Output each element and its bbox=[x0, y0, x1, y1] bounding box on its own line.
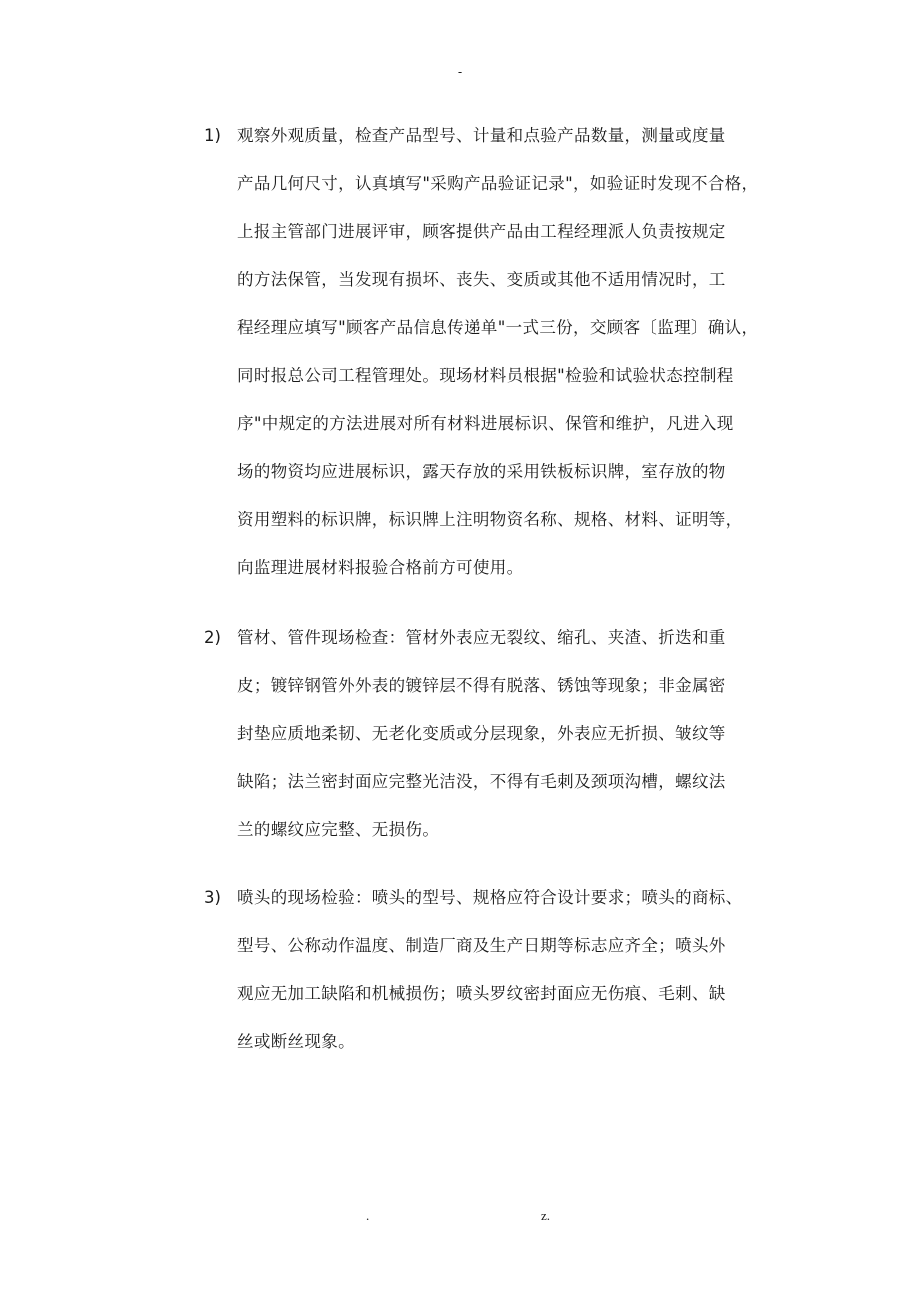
list-item-line: 同时报总公司工程管理处。现场材料员根据"检验和试验状态控制程 bbox=[237, 366, 734, 385]
list-item-line: 观察外观质量，检查产品型号、计量和点验产品数量，测量或度量 bbox=[237, 126, 726, 145]
list-item-line: 产品几何尺寸，认真填写"采购产品验证记录"，如验证时发现不合格， bbox=[237, 174, 759, 193]
page-header-mark: - bbox=[457, 65, 463, 79]
list-item-line: 资用塑料的标识牌，标识牌上注明物资名称、规格、材料、证明等， bbox=[237, 510, 743, 529]
list-item-line: 的方法保管，当发现有损坏、丧失、变质或其他不适用情况时，工 bbox=[237, 270, 726, 289]
list-item-line: 喷头的现场检验：喷头的型号、规格应符合设计要求；喷头的商标、 bbox=[237, 888, 743, 907]
list-item-line: 丝或断丝现象。 bbox=[237, 1032, 355, 1051]
list-item-line: 管材、管件现场检查：管材外表应无裂纹、缩孔、夹渣、折迭和重 bbox=[237, 628, 726, 647]
list-item-line: 型号、公称动作温度、制造厂商及生产日期等标志应齐全；喷头外 bbox=[237, 936, 726, 955]
page-footer-right-mark: z. bbox=[541, 1208, 551, 1223]
list-item-line: 向监理进展材料报验合格前方可使用。 bbox=[237, 558, 524, 577]
list-item-line: 观应无加工缺陷和机械损伤；喷头罗纹密封面应无伤痕、毛刺、缺 bbox=[237, 984, 726, 1003]
list-item-line: 上报主管部门进展评审，顾客提供产品由工程经理派人负责按规定 bbox=[237, 222, 726, 241]
list-item-line: 封垫应质地柔韧、无老化变质或分层现象，外表应无折损、皱纹等 bbox=[237, 724, 726, 743]
list-item-line: 皮；镀锌钢管外外表的镀锌层不得有脱落、锈蚀等现象；非金属密 bbox=[237, 676, 726, 695]
list-item-line: 场的物资均应进展标识，露天存放的采用铁板标识牌，室存放的物 bbox=[237, 462, 726, 481]
page-footer-left-mark: . bbox=[366, 1208, 370, 1223]
list-item-line: 兰的螺纹应完整、无损伤。 bbox=[237, 820, 440, 839]
list-item-line: 序"中规定的方法进展对所有材料进展标识、保管和维护，凡进入现 bbox=[237, 414, 734, 433]
list-item-number: 3) bbox=[204, 888, 221, 907]
list-item-number: 1) bbox=[204, 126, 221, 145]
list-item-line: 缺陷；法兰密封面应完整光洁没，不得有毛刺及颈项沟槽，螺纹法 bbox=[237, 772, 726, 791]
list-item-number: 2) bbox=[204, 628, 221, 647]
list-item-line: 程经理应填写"顾客产品信息传递单"一式三份，交顾客〔监理〕确认， bbox=[237, 318, 759, 337]
